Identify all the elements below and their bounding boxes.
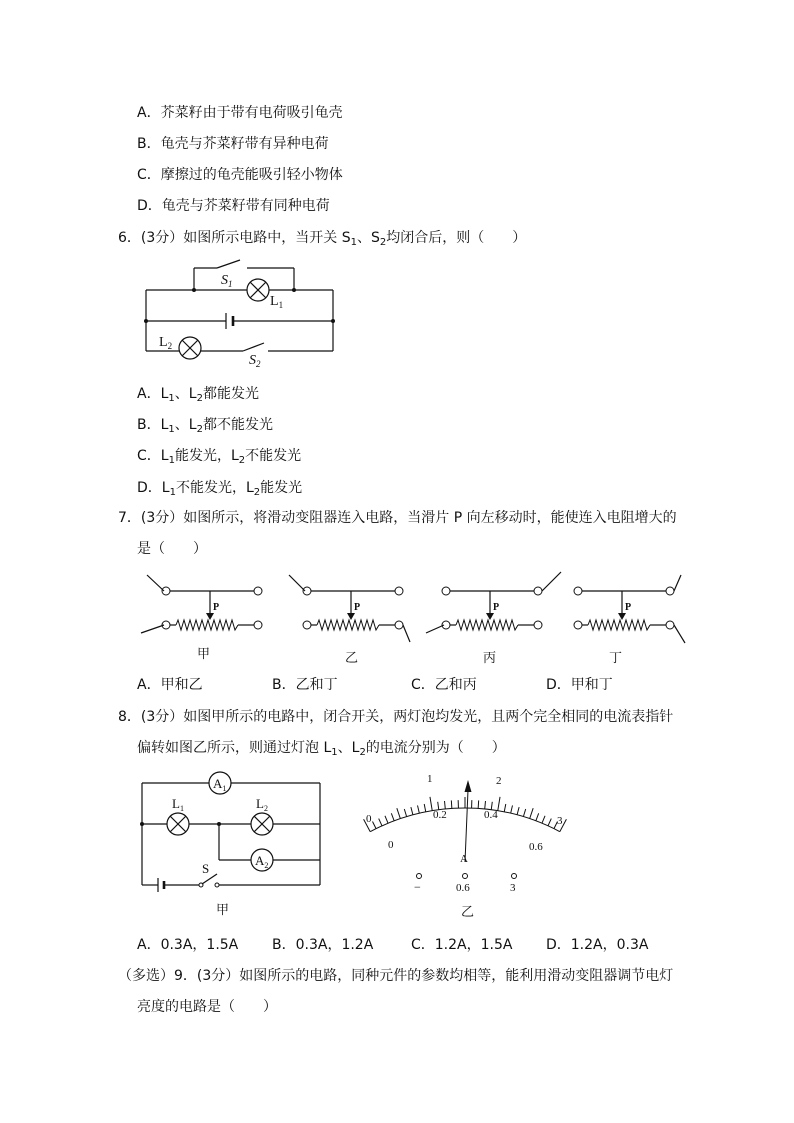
- terminal-3-icon: [512, 874, 517, 879]
- dial-tick: [478, 800, 479, 808]
- inner-label-0-6: 0.6: [529, 841, 543, 853]
- dial-tick: [485, 801, 486, 809]
- dial-tick: [385, 816, 388, 823]
- q9-stem-line2: 亮度的电路是（ ）: [137, 999, 277, 1015]
- terminal-0-6-icon: [463, 874, 468, 879]
- slider-label-3: P: [493, 602, 500, 613]
- q8-option-c: C．1.2A，1.5A: [411, 937, 513, 953]
- dial-tick: [451, 800, 452, 808]
- q8-stem-line1: 8．(3分）如图甲所示的电路中，闭合开关，两灯泡均发光，且两个完全相同的电流表指针: [118, 709, 674, 725]
- q6-option-a: A．$L_1$、$L_2$都能发光: [137, 386, 259, 404]
- q7-stem-line2: 是（ ）: [137, 541, 207, 557]
- dial-tick: [424, 804, 426, 812]
- outer-label-1: 1: [427, 773, 433, 785]
- dial-tick: [373, 821, 377, 828]
- dial-tick: [530, 808, 534, 818]
- dial-tick: [498, 797, 500, 811]
- q8-option-d: D．1.2A，0.3A: [546, 937, 649, 953]
- q9-stem-line1: （多选）9．(3分）如图所示的电路，同种元件的参数均相等，能利用滑动变阻器调节电灯: [118, 968, 674, 984]
- q5-option-b: B．龟壳与芥菜籽带有异种电荷: [137, 136, 329, 152]
- q5-option-c: C．摩擦过的龟壳能吸引轻小物体: [137, 167, 343, 183]
- q7-fig-label-jia: 甲: [197, 647, 211, 662]
- q6-option-c: C．$L_1$能发光，$L_2$不能发光: [137, 448, 302, 466]
- q7-stem-line1: 7．(3分）如图所示，将滑动变阻器连入电路，当滑片 P 向左移动时，能使连入电阻增大的: [118, 510, 677, 526]
- dial-tick: [548, 819, 551, 826]
- dial-tick: [504, 804, 506, 812]
- dial-tick: [391, 813, 394, 820]
- inner-label-0-4: 0.4: [484, 809, 498, 821]
- dial-tick: [542, 816, 545, 823]
- q7-option-c: C．乙和丙: [411, 677, 477, 693]
- q7-fig-label-ding: 丁: [609, 651, 623, 666]
- dial-tick: [397, 808, 401, 818]
- q7-option-a: A．甲和乙: [137, 677, 203, 693]
- unit-label: A: [460, 853, 468, 865]
- terminal-minus-icon: [417, 874, 422, 879]
- slider-label-4: P: [625, 602, 632, 613]
- label-s: S: [202, 861, 210, 876]
- label-s2: $S_2$: [249, 353, 261, 369]
- q8-fig-label-jia: 甲: [216, 903, 230, 918]
- label-l1: $L_1$: [172, 796, 184, 813]
- label-l2: $L_2$: [159, 335, 173, 351]
- q6-option-d: D．$L_1$不能发光，$L_2$能发光: [137, 480, 303, 498]
- inner-label-0: 0: [388, 839, 394, 851]
- label-a2: $A_2$: [255, 853, 269, 870]
- q6-stem: 6．(3分）如图所示电路中，当开关 $S_1$、$S_2$均闭合后，则（ ）: [118, 230, 527, 248]
- dial-tick: [418, 805, 420, 813]
- dial-tick: [517, 807, 519, 815]
- q6-option-b: B．$L_1$、$L_2$都不能发光: [137, 417, 273, 435]
- q5-option-a: A．芥菜籽由于带有电荷吸引龟壳: [137, 105, 343, 121]
- terminal-label-0-6: 0.6: [456, 882, 470, 894]
- slider-label-1: P: [213, 602, 220, 613]
- q8-fig-label-yi: 乙: [461, 905, 475, 920]
- dial-tick: [445, 801, 446, 809]
- q8-option-b: B．0.3A，1.2A: [272, 937, 374, 953]
- q7-option-b: B．乙和丁: [272, 677, 338, 693]
- dial-tick: [404, 809, 406, 817]
- dial-tick: [511, 805, 513, 813]
- dial-tick: [430, 797, 432, 811]
- q5-option-d: D．龟壳与芥菜籽带有同种电荷: [137, 198, 330, 214]
- slider-label-2: P: [354, 602, 361, 613]
- label-l1: $L_1$: [270, 294, 284, 310]
- dial-tick: [411, 807, 413, 815]
- inner-label-0-2: 0.2: [433, 809, 447, 821]
- q8-stem-line2: 偏转如图乙所示，则通过灯泡 $L_1$、$L_2$的电流分别为（ ）: [137, 740, 506, 758]
- needle-tip-icon: [465, 780, 472, 792]
- outer-label-3: 3: [557, 815, 563, 827]
- q7-fig-label-yi: 乙: [345, 651, 359, 666]
- dial-tick: [379, 819, 382, 826]
- dial-tick: [536, 813, 539, 820]
- label-a1: $A_1$: [213, 776, 227, 793]
- label-l2: $L_2$: [256, 796, 268, 813]
- dial-tick: [523, 809, 525, 817]
- label-s1: $S_1$: [221, 273, 233, 289]
- terminal-label-minus: −: [414, 880, 421, 894]
- terminal-label-3: 3: [510, 882, 516, 894]
- outer-label-0: 0: [366, 813, 372, 825]
- q7-fig-label-bing: 丙: [483, 651, 497, 666]
- q7-option-d: D．甲和丁: [546, 677, 613, 693]
- dial-arc: [370, 808, 560, 832]
- q8-option-a: A．0.3A，1.5A: [137, 937, 239, 953]
- outer-label-2: 2: [496, 775, 502, 787]
